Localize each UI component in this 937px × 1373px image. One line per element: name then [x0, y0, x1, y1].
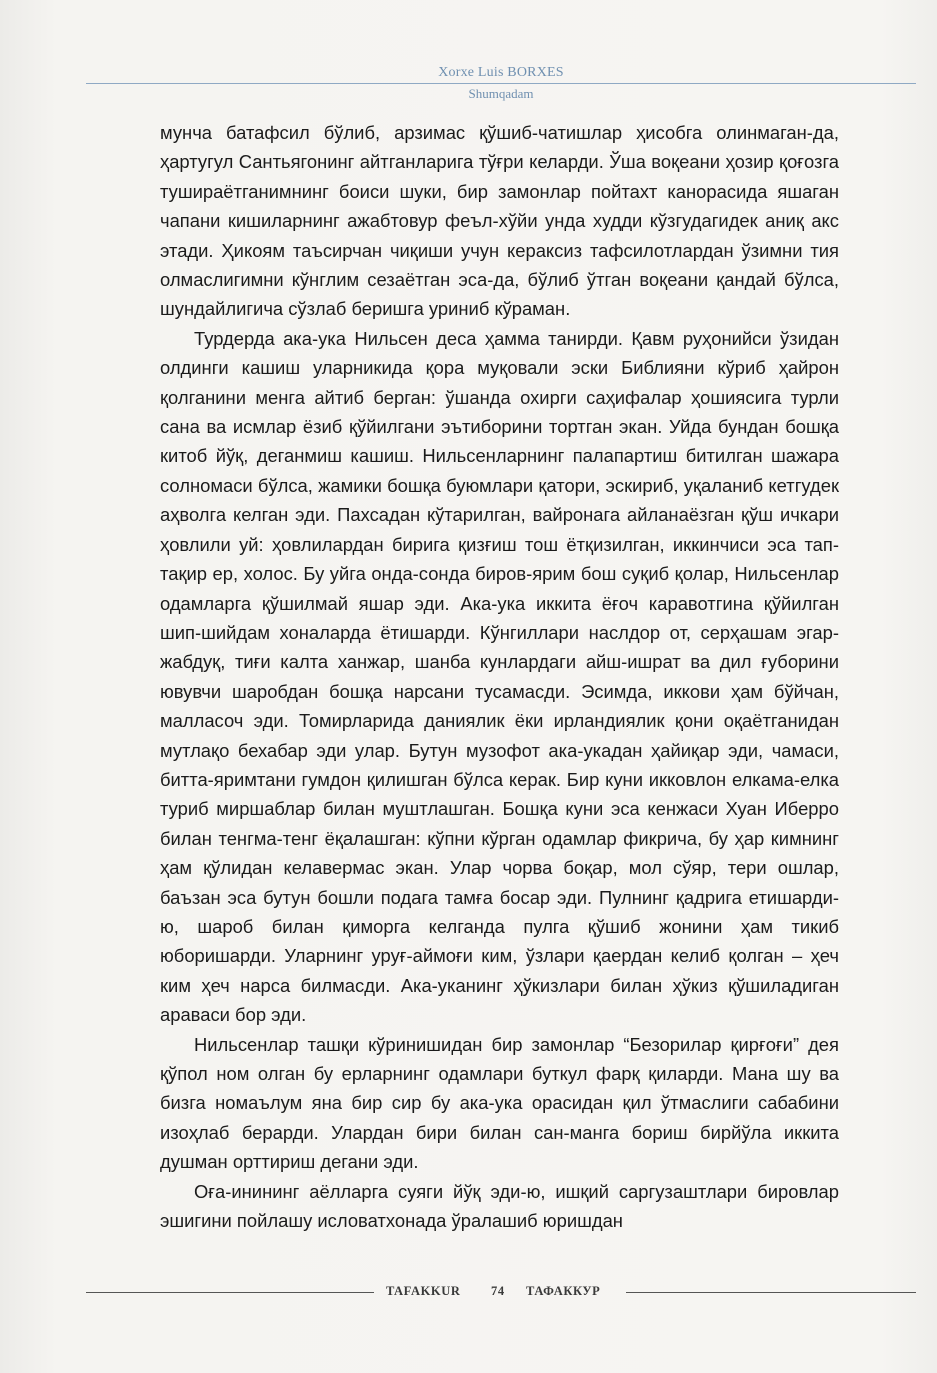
article-body	[160, 118, 839, 1235]
footer-rule-left	[86, 1292, 374, 1293]
running-head-author: Xorxe Luis BORXES	[438, 65, 564, 80]
paragraph: Нильсенлар ташқи кўринишидан бир замонлар “Безорилар қирғоғи” дея қўпол ном олган бу ерларнинг одамлари буткул фарқ қиларди. Мана шу ва бизга номаълум яна бир сир бу ака-ука орасидан қил ўтмаслиги сабабини изоҳлаб берарди. Улардан бири билан сан-манга бориш бирйўла иккита душман орттириш дегани эди.	[160, 1033, 839, 1173]
footer-magazine-cyrillic: ТАФАККУР	[526, 1284, 601, 1298]
page-number: 74	[491, 1284, 505, 1298]
page-footer	[86, 1280, 916, 1304]
paragraph-continuation: мунча батафсил бўлиб, арзимас қўшиб-чатишлар ҳисобга олинмаган-да, ҳартугул Сантьягонинг айтганларига тўғри келарди. Ўша воқеани ҳозир қоғозга тушираётганимнинг боиси шуки, бир замонлар пойтахт канорасида яшаган чапани кишиларнинг ажабтовур феъл-хўйи унда худди кўзгудагидек аниқ акс этади. Ҳикоям таъсирчан чиқиши учун кераксиз тафсилотлардан ўзимни тия олмаслигимни кўнглим сезаётган эса-да, бўлиб ўтган воқеани қандай бўлса, шундайлигича сўзлаб беришга уриниб кўраман.	[160, 122, 839, 320]
running-head-title: Shumqadam	[468, 86, 534, 101]
running-head-rule	[86, 83, 916, 84]
running-head	[86, 64, 916, 102]
footer-magazine-latin: TAFAKKUR	[386, 1284, 461, 1298]
paragraph: Оға-инининг аёлларга суяги йўқ эди-ю, ишқий саргузаштлари бировлар эшигини пойлашу исловатхонада ўралашиб юришдан	[160, 1180, 839, 1232]
paragraph: Турдерда ака-ука Нильсен деса ҳамма танирди. Қавм руҳонийси ўзидан олдинги кашиш уларникида қора муқовали эски Библияни кўриб ҳайрон қолганини менга айтиб берган: ўшанда охирги саҳифалар ҳошиясига турли сана ва исмлар ёзиб қўйилгани эътиборини тортган экан. Уйда бундан бошқа китоб йўқ, деганмиш кашиш. Нильсенларнинг палапартиш битилган шажара солномаси бўлса, жамики бошқа буюмлари қатори, эскириб, уқаланиб кетгудек аҳволга келган эди. Пахсадан кўтарилган, вайронага айланаёзган қўш ичкари ҳовлили уй: ҳовлилардан бирига қизғиш тош ётқизилган, иккинчиси эса тап-тақир ер, холос. Бу уйга онда-сонда биров-ярим бош суқиб қолар, Нильсенлар одамларга қўшилмай яшар эди. Ака-ука иккита ёғоч каравотгина қўйилган шип-шийдам хоналарда ётишарди. Кўнгиллари наслдор от, серҳашам эгар-жабдуқ, тиғи калта ханжар, шанба кунлардаги айш-ишрат ва дил ғуборини ювувчи шаробдан бошқа нарсани тусамасди. Эсимда, иккови ҳам бўйчан, малласоч эди. Томирларида даниялик ёки ирландиялик қони оқаётганидан мутлақо бехабар эди улар. Бутун музофот ака-укадан ҳайиқар эди, чамаси, битта-яримтани гумдон қилишган бўлса керак. Бир куни икковлон елкама-елка туриб миршаблар билан муштлашган. Бошқа куни эса кенжаси Хуан Иберро билан тенгма-тенг ёқалашган: кўпни кўрган одамлар фикрича, бу ҳар кимнинг ҳам қўлидан келавермас экан. Улар чорва боқар, мол сўяр, тери ошлар, баъзан эса бутун бошли подага тамға босар эди. Пулнинг қадрига етишарди-ю, шароб билан қиморга келганда пулга қўшиб жонини ҳам тикиб юборишарди. Уларнинг уруғ-аймоғи ким, ўзлари қаердан келиб қолган – ҳеч ким ҳеч нарса билмасди. Ака-уканинг ҳўкизлари билан ҳўкиз қўшиладиган араваси бор эди.	[160, 327, 839, 1026]
footer-rule-right	[626, 1292, 916, 1293]
